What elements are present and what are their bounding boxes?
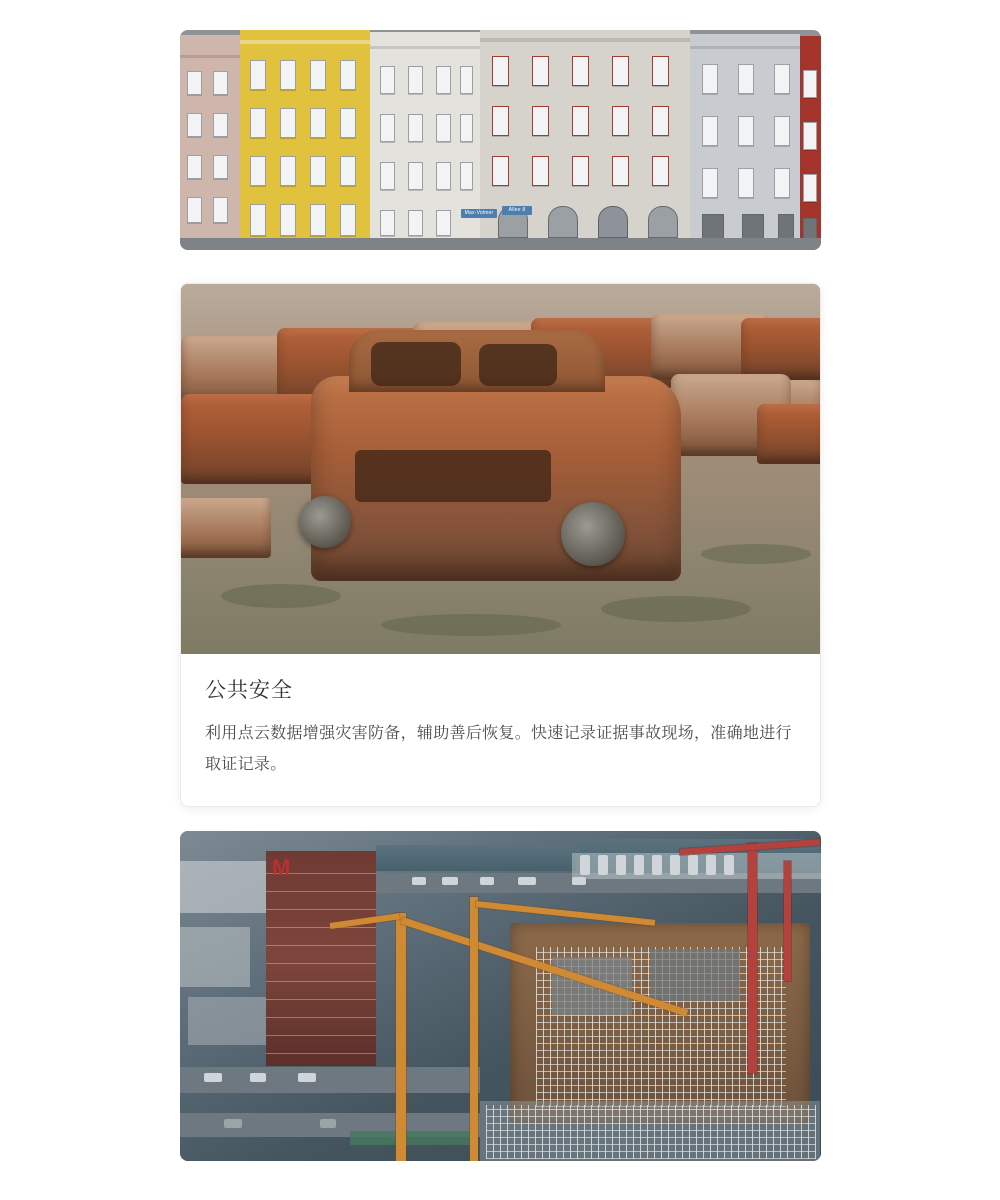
street-sign-left: Max-Volmer (461, 209, 497, 218)
card-description: 利用点云数据增强灾害防备，辅助善后恢复。快速记录证据事故现场，准确地进行取证记录。 (205, 725, 792, 773)
card-title: 公共安全 (205, 679, 293, 702)
truck (670, 855, 680, 875)
truck (688, 855, 698, 875)
card-public-safety[interactable] (180, 283, 821, 807)
vehicle (204, 1073, 222, 1082)
truck (616, 855, 626, 875)
card-construction-image (180, 831, 821, 1161)
ground-debris (601, 596, 751, 622)
wreck-foreground-left (181, 498, 271, 558)
wreck-background (741, 318, 820, 380)
ground-debris (701, 544, 811, 564)
tower-building (266, 851, 376, 1066)
truck (598, 855, 608, 875)
crane-mast-red (748, 843, 757, 1073)
street-ground (180, 238, 821, 250)
wreck-window-opening (371, 342, 461, 386)
concrete-deck (650, 949, 740, 1001)
building-logo: M (272, 855, 291, 880)
building-roof (180, 927, 250, 987)
card-public-safety-image (181, 284, 820, 654)
building-roof (180, 861, 270, 913)
vehicle (518, 877, 536, 885)
truck (634, 855, 644, 875)
building-facade (240, 30, 370, 250)
vehicle (320, 1119, 336, 1128)
green-strip (350, 1131, 470, 1145)
crane-mast-red (784, 861, 791, 981)
building-facade (480, 30, 690, 250)
vehicle (412, 877, 426, 885)
road (180, 1067, 480, 1093)
building-roof (188, 997, 268, 1045)
ground-debris (381, 614, 561, 636)
ground-debris (221, 584, 341, 608)
truck (652, 855, 662, 875)
card-public-safety-body (181, 654, 820, 806)
truck (706, 855, 716, 875)
wreck-wheel (299, 496, 351, 548)
crane-mast (396, 913, 406, 1161)
vehicle (250, 1073, 266, 1082)
vehicle (442, 877, 458, 885)
street-sign-right: Allee 8 (502, 206, 532, 215)
building-facade (800, 36, 821, 250)
truck (724, 855, 734, 875)
wreck-window-opening (479, 344, 557, 386)
wreck-foreground (311, 376, 681, 581)
truck (580, 855, 590, 875)
vehicle (480, 877, 494, 885)
canal (376, 845, 576, 871)
vehicle (298, 1073, 316, 1082)
rebar-grid (486, 1105, 816, 1159)
wreck-engine-bay (355, 450, 551, 502)
wreck-midground (181, 394, 321, 484)
wreck-midground (757, 404, 820, 464)
card-street-image (180, 30, 821, 250)
vehicle (224, 1119, 242, 1128)
card-street[interactable] (180, 30, 821, 250)
wreck-wheel (561, 502, 625, 566)
building-facade (180, 35, 240, 250)
card-construction[interactable] (180, 831, 821, 1161)
crane-mast (470, 897, 478, 1161)
building-facade (690, 34, 800, 250)
